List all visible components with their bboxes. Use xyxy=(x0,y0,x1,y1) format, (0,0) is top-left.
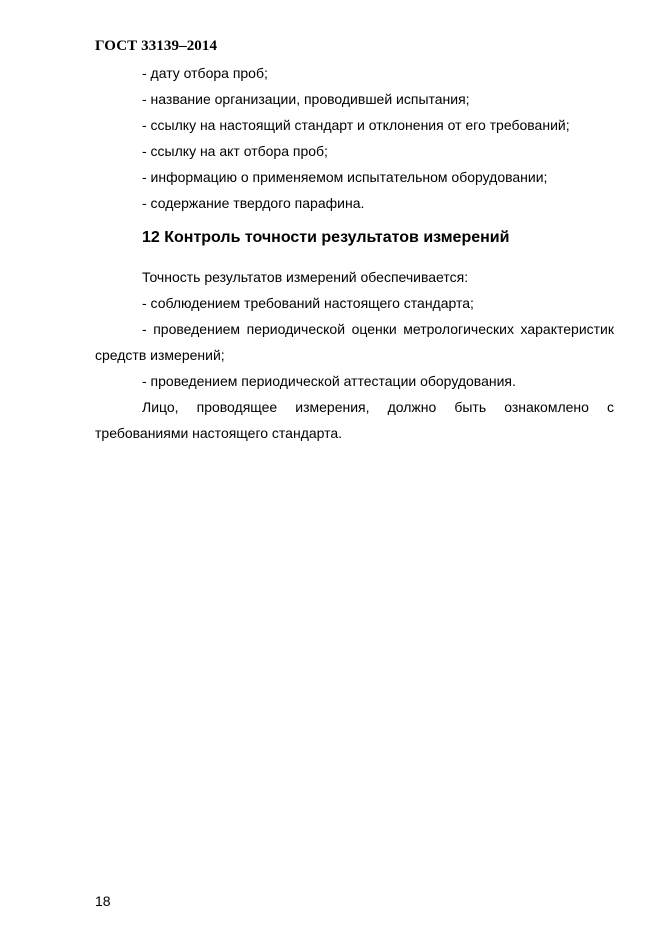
report-item-sampling-date: - дату отбора проб; xyxy=(142,65,268,81)
report-item-organization: - название организации, проводившей испытания; xyxy=(142,91,470,107)
section-heading: 12 Контроль точности результатов измерений xyxy=(142,229,510,246)
accuracy-item-compliance: - соблюдением требований настоящего стандарта; xyxy=(142,295,474,311)
section-intro: Точность результатов измерений обеспечивается: xyxy=(142,269,469,285)
report-item-equipment: - информацию о применяемом испытательном оборудовании; xyxy=(142,169,548,185)
section-closing: Лицо, проводящее измерения, должно быть ознакомлено с требованиями настоящего стандарта. xyxy=(95,399,614,441)
document-code-header: ГОСТ 33139–2014 xyxy=(95,38,218,54)
accuracy-item-attestation: - проведением периодической аттестации оборудования. xyxy=(142,373,516,389)
page-content xyxy=(95,60,614,446)
page-number: 18 xyxy=(95,893,111,909)
report-item-sampling-act: - ссылку на акт отбора проб; xyxy=(142,143,328,159)
report-item-paraffin-content: - содержание твердого парафина. xyxy=(142,195,365,211)
accuracy-item-metrology: - проведением периодической оценки метрологических характеристик средств измерений; xyxy=(95,321,614,363)
report-item-standard-reference: - ссылку на настоящий стандарт и отклонения от его требований; xyxy=(142,117,570,133)
